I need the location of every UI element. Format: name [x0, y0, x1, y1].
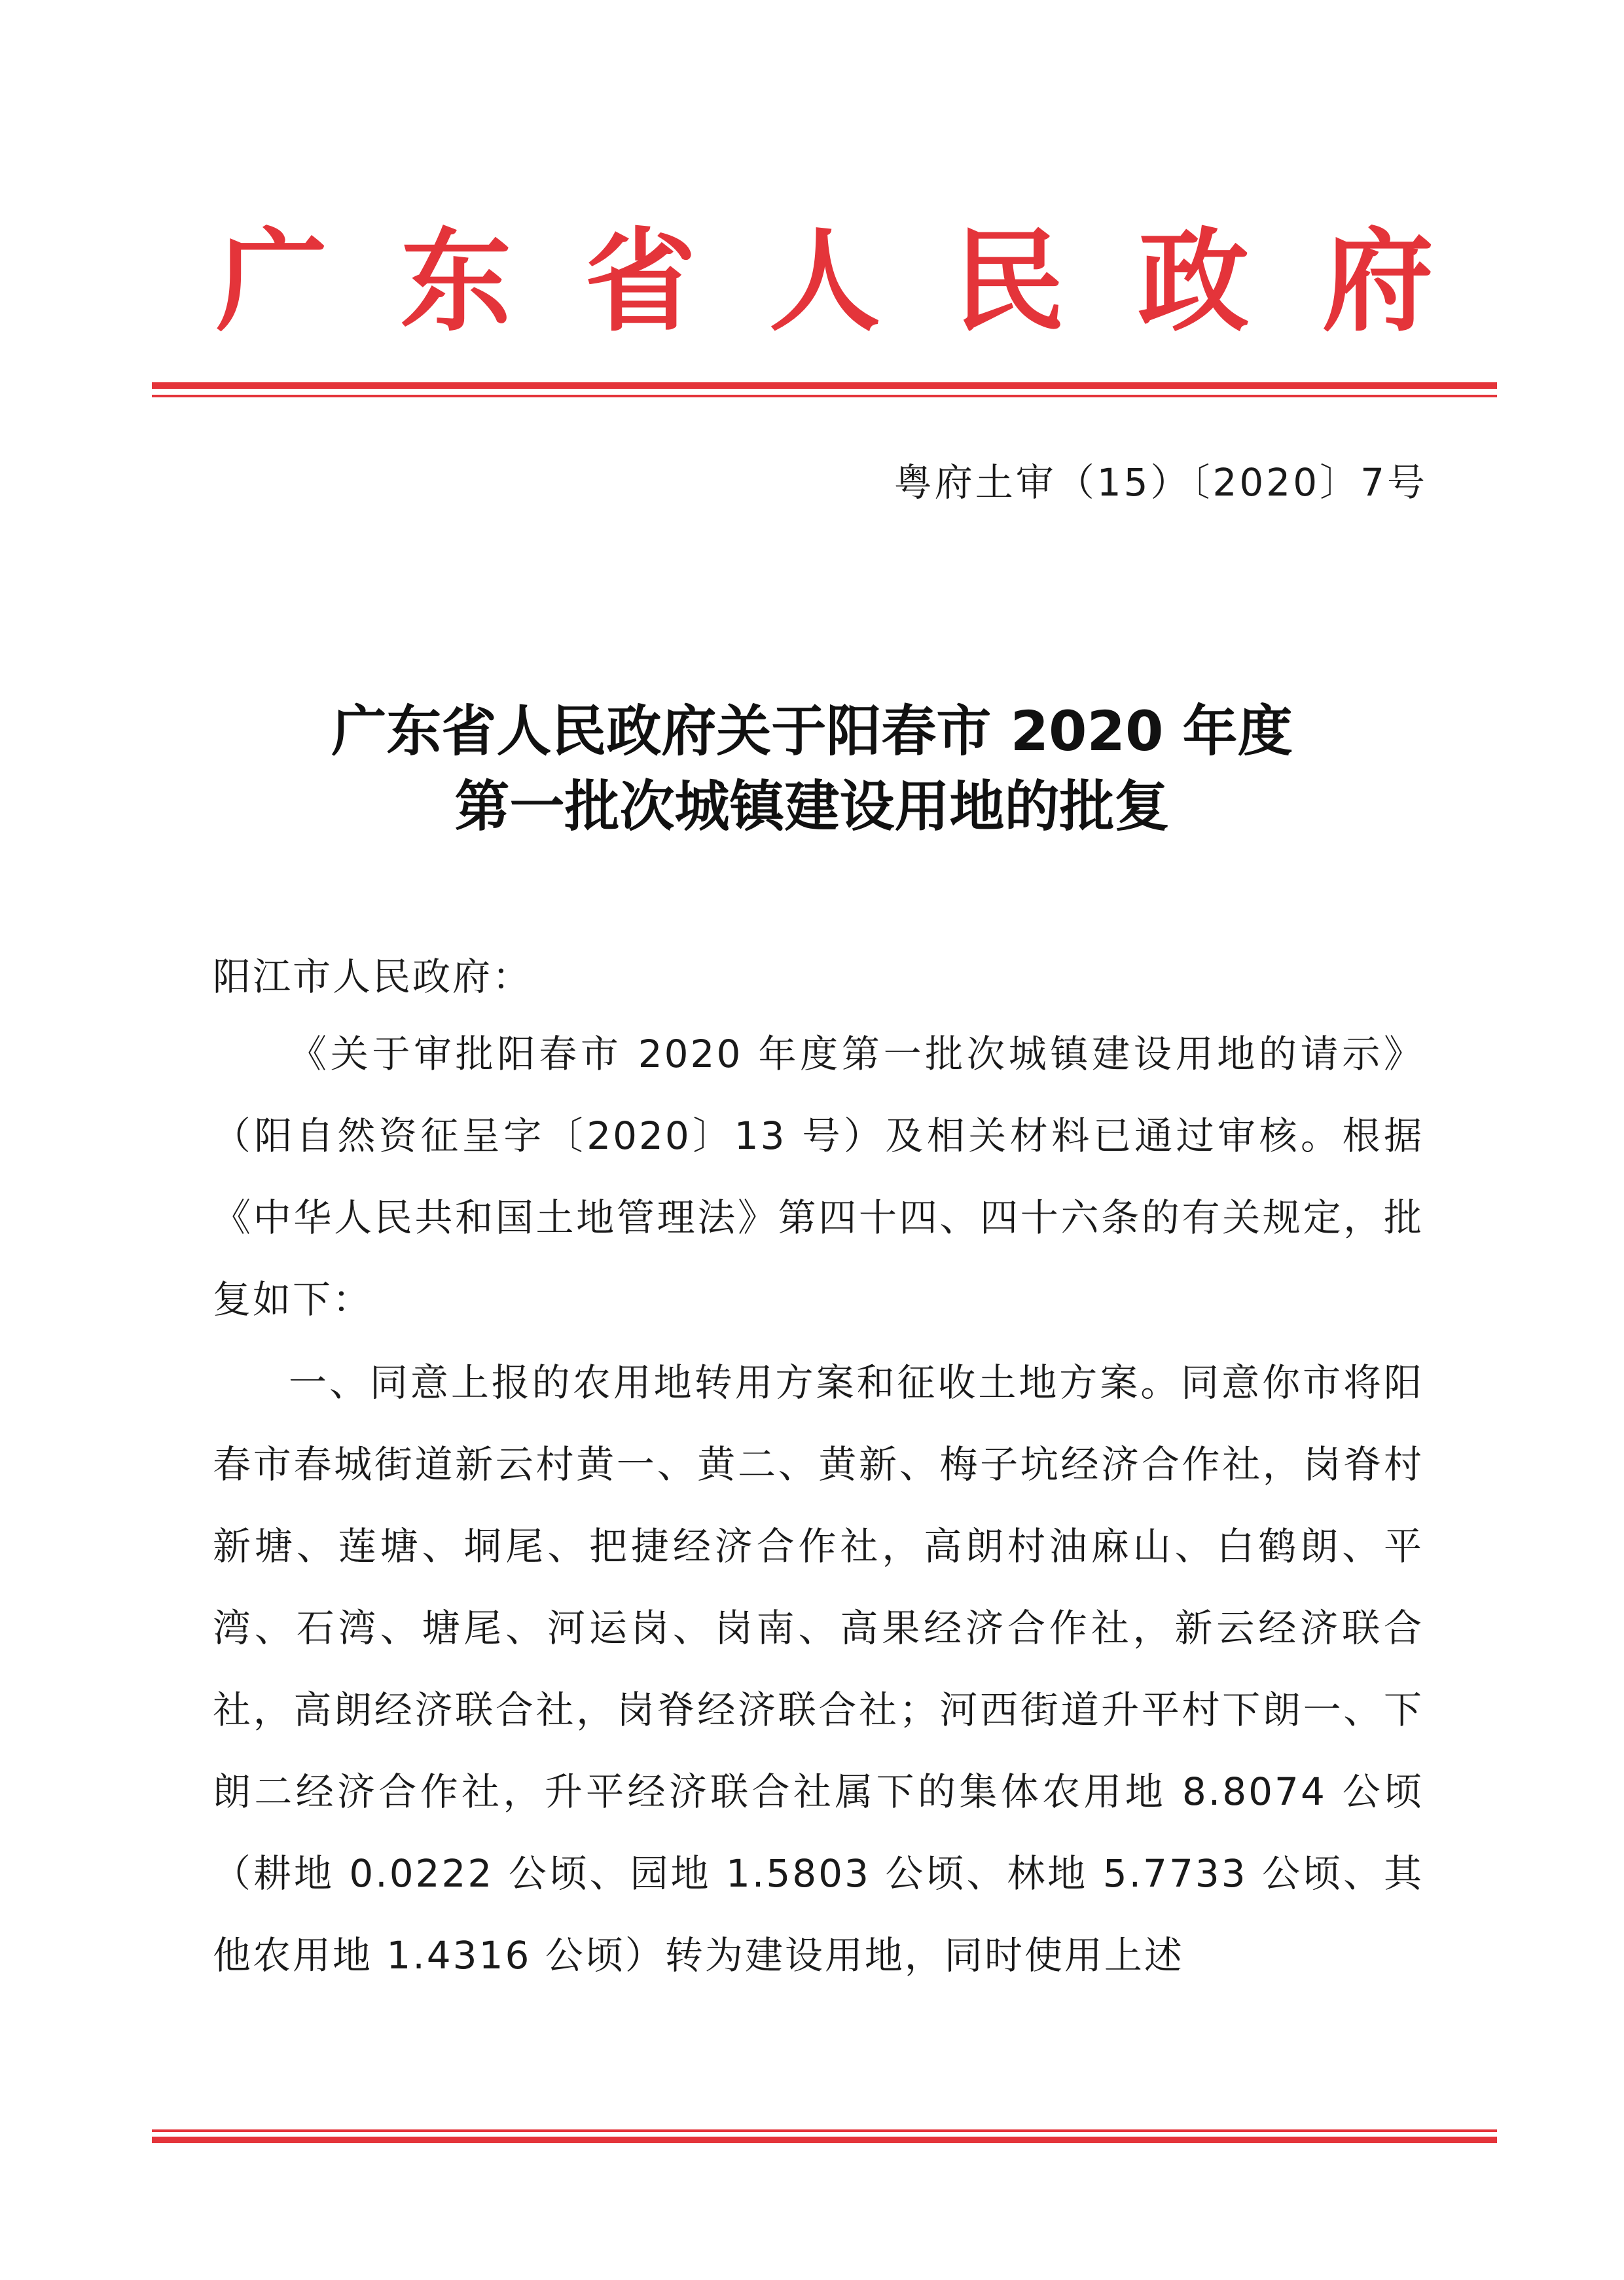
footer-divider-thick [152, 2137, 1497, 2143]
body-paragraph-2: 一、同意上报的农用地转用方案和征收土地方案。同意你市将阳春市春城街道新云村黄一、黄二、黄新、梅子坑经济合作社，岗脊村新塘、莲塘、垌尾、把捷经济合作社，高朗村油麻山、白鹤朗、平湾、石湾、塘尾、河运岗、岗南、高果经济合作社，新云经济联合社，高朗经济联合社，岗脊经济联合社；河西街道升平村下朗一、下朗二经济合作社，升平经济联合社属下的集体农用地 8.8074 公顷（耕地 0.0222 公顷、园地 1.5803 公顷、林地 5.7733 公顷、其他农用地 1.4316 公顷）转为建设用地，同时使用上述 [213, 1360, 1424, 1978]
masthead-char: 民 [953, 216, 1065, 347]
masthead-char: 府 [1322, 216, 1434, 347]
document-title-line-2: 第一批次城镇建设用地的批复 [454, 774, 1170, 839]
document-number: 粤府土审（15）〔2020〕7号 [893, 460, 1428, 505]
addressee: 阳江市人民政府： [213, 954, 533, 999]
document-title-line-1: 广东省人民政府关于阳春市 2020 年度 [331, 699, 1293, 763]
header-divider-thick [152, 382, 1497, 389]
masthead-char: 省 [585, 216, 696, 347]
body-paragraph-1: 《关于审批阳春市 2020 年度第一批次城镇建设用地的请示》（阳自然资征呈字〔2020〕13 号）及相关材料已通过审核。根据《中华人民共和国土地管理法》第四十四、四十六条的有关规定，批复如下： [213, 1032, 1424, 1322]
masthead-char: 东 [400, 216, 512, 347]
masthead-char: 人 [768, 216, 880, 347]
masthead-char: 广 [216, 216, 328, 347]
masthead-char: 政 [1138, 216, 1250, 347]
header-divider-thin [152, 395, 1497, 397]
masthead-title [216, 216, 1434, 347]
footer-divider-thin [152, 2129, 1497, 2132]
